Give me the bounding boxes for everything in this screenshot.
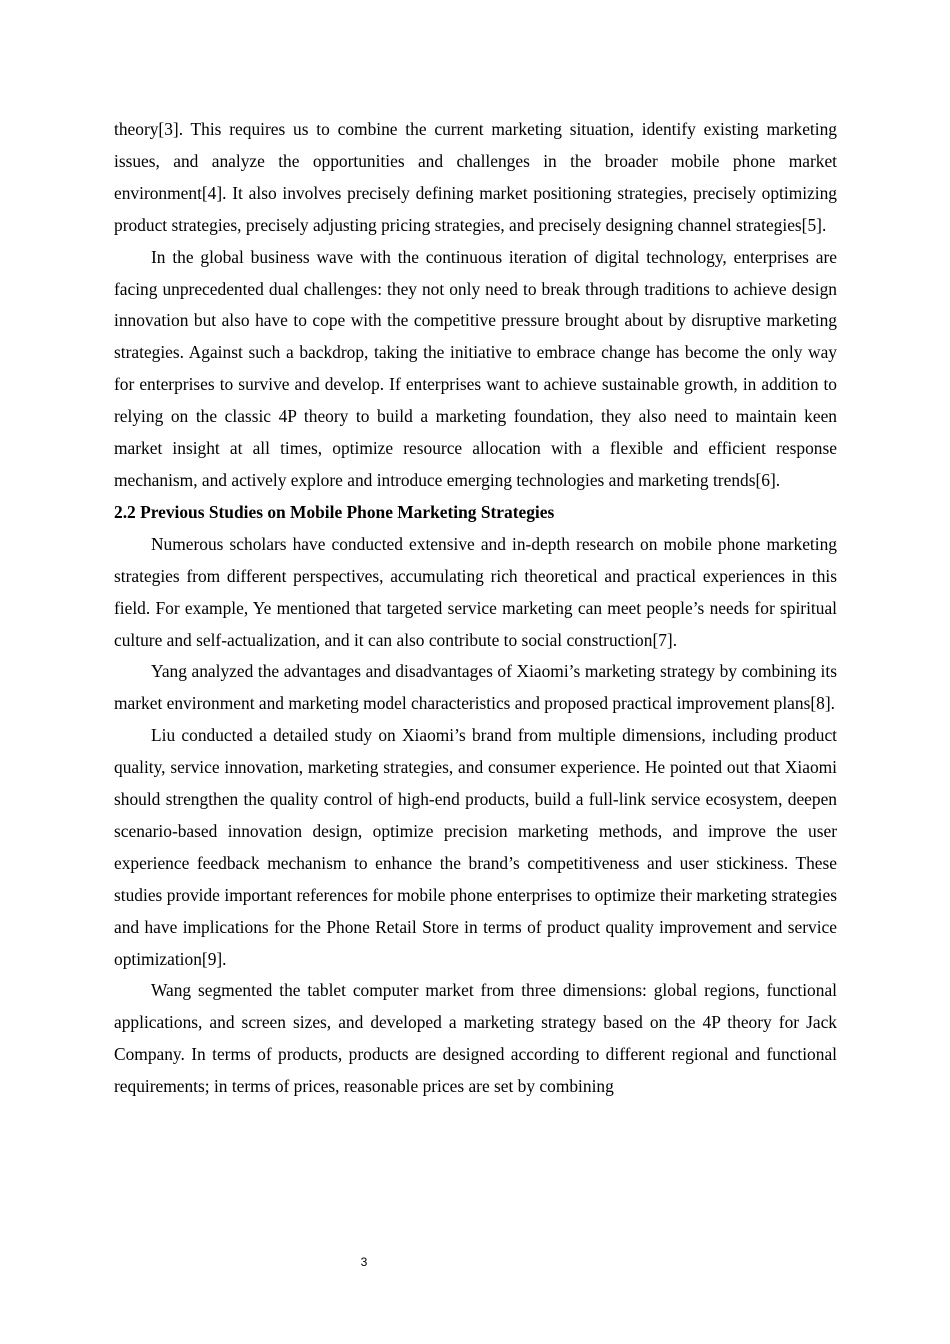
body-paragraph: Liu conducted a detailed study on Xiaomi’s brand from multiple dimensions, including product quality, service innovation, marketing strategies, and consumer experience. He pointed out that Xiaomi should strengthen the quality control of high-end products, build a full-link service ecosystem, deepen scenario-based innovation design, optimize precision marketing methods, and improve the user experience feedback mechanism to enhance the brand’s competitiveness and user stickiness. These studies provide important references for mobile phone enterprises to optimize their marketing strategies and have implications for the Phone Retail Store in terms of product quality improvement and service optimization[9]. <box>114 725 837 969</box>
page-number: 3 <box>360 1255 368 1269</box>
body-paragraph: In the global business wave with the continuous iteration of digital technology, enterprises are facing unprecedented dual challenges: they not only need to break through traditions to achieve design innovation but also have to cope with the competitive pressure brought about by disruptive marketing strategies. Against such a backdrop, taking the initiative to embrace change has become the only way for enterprises to survive and develop. If enterprises want to achieve sustainable growth, in addition to relying on the classic 4P theory to build a marketing foundation, they also need to maintain keen market insight at all times, optimize resource allocation with a flexible and efficient response mechanism, and actively explore and introduce emerging technologies and marketing trends[6]. <box>114 246 837 490</box>
body-paragraph-continues: Wang segmented the tablet computer market from three dimensions: global regions, functional applications, and screen sizes, and developed a marketing strategy based on the 4P theory for Jack Company. In terms of products, products are designed according to different regional and functional requirements; in terms of prices, reasonable prices are set by combining <box>114 980 837 1097</box>
body-paragraph: Yang analyzed the advantages and disadvantages of Xiaomi’s marketing strategy by combining its market environment and marketing model characteristics and proposed practical improvement plans[8]. <box>114 661 837 714</box>
body-paragraph-continued: theory[3]. This requires us to combine the current marketing situation, identify existing marketing issues, and analyze the opportunities and challenges in the broader mobile phone market environment[4]. It also involves precisely defining market positioning strategies, precisely optimizing product strategies, precisely adjusting pricing strategies, and precisely designing channel strategies[5]. <box>114 119 837 235</box>
section-heading: 2.2 Previous Studies on Mobile Phone Marketing Strategies <box>114 501 555 522</box>
page-body <box>114 114 837 1103</box>
body-paragraph: Numerous scholars have conducted extensive and in-depth research on mobile phone marketing strategies from different perspectives, accumulating rich theoretical and practical experiences in this field. For example, Ye mentioned that targeted service marketing can meet people’s needs for spiritual culture and self-actualization, and it can also contribute to social construction[7]. <box>114 533 837 650</box>
